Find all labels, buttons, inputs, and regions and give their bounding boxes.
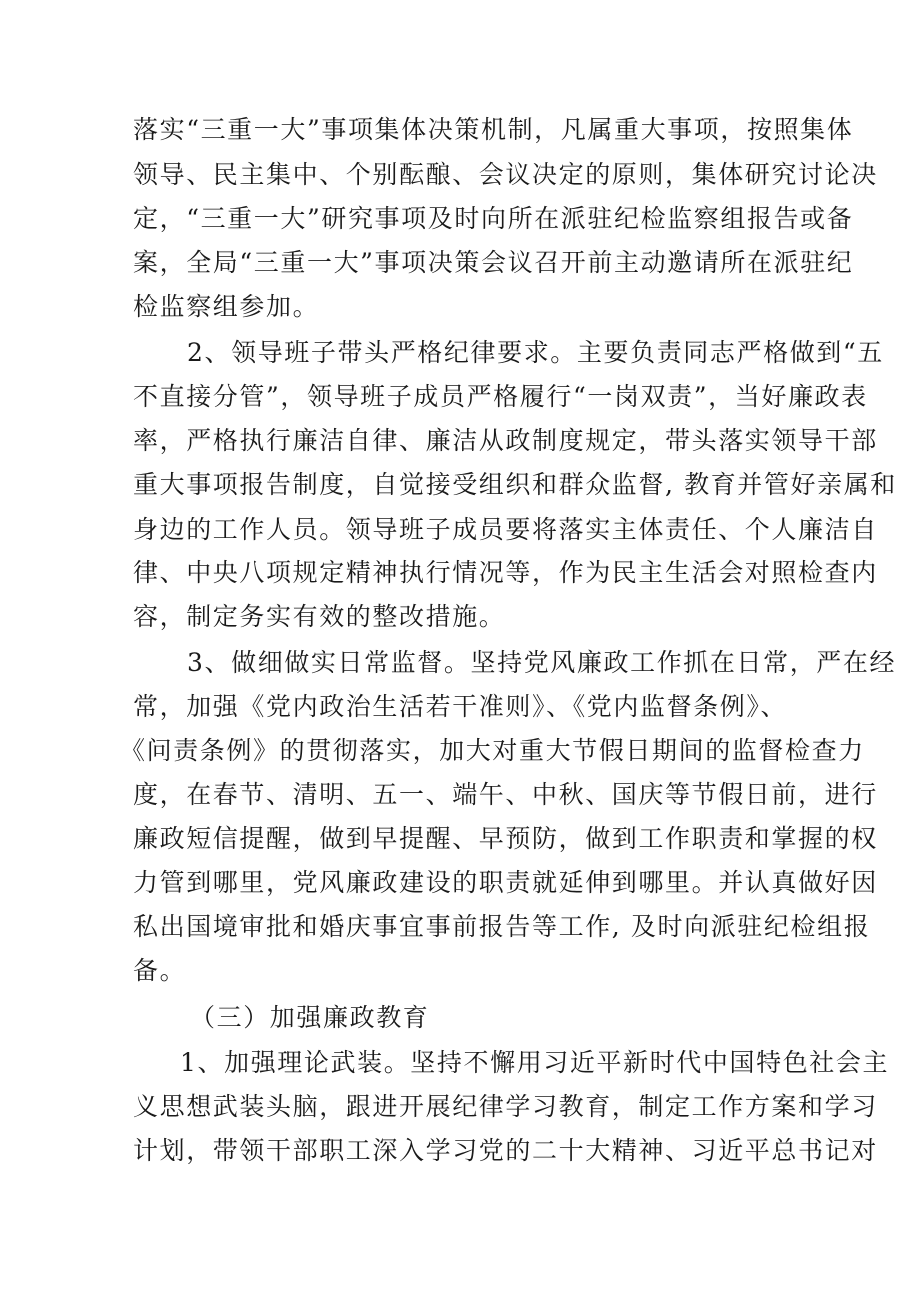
text-line-9: 重大事项报告制度，自觉接受组织和群众监督, 教育并管好亲属和	[133, 470, 897, 499]
text-line-1: 落实“三重一大”事项集体决策机制，凡属重大事项，按照集体	[133, 115, 854, 144]
text-line-4: 案，全局“三重一大”事项决策会议召开前主动邀请所在派驻纪	[133, 248, 854, 277]
text-line-7: 不直接分管”，领导班子成员严格履行“一岗双责”，当好廉政表	[133, 382, 868, 411]
section-heading: （三）加强廉政教育	[190, 1003, 430, 1032]
text-line-5: 检监察组参加。	[133, 292, 320, 321]
text-line-2: 领导、民主集中、个别酝酿、会议决定的原则，集体研究讨论决	[133, 160, 878, 189]
text-line-23: 义思想武装头脑，跟进开展纪律学习教育，制定工作方案和学习	[133, 1092, 878, 1121]
text-line-14: 常，加强《党内政治生活若干准则》、《党内监督条例》、	[133, 692, 788, 721]
text-line-12: 容，制定务实有效的整改措施。	[133, 602, 506, 631]
text-line-20: 备。	[133, 956, 187, 985]
text-line-8: 率，严格执行廉洁自律、廉洁从政制度规定，带头落实领导干部	[133, 426, 878, 455]
text-line-17: 廉政短信提醒，做到早提醒、早预防，做到工作职责和掌握的权	[133, 824, 878, 853]
text-line-18: 力管到哪里，党风廉政建设的职责就延伸到哪里。并认真做好因	[133, 868, 878, 897]
text-line-6: 2、领导班子带头严格纪律要求。主要负责同志严格做到“五	[187, 338, 884, 367]
text-line-24: 计划，带领干部职工深入学习党的二十大精神、习近平总书记对	[133, 1136, 878, 1165]
text-line-13: 3、做细做实日常监督。坚持党风廉政工作抓在日常，严在经	[187, 648, 897, 677]
text-line-19: 私出国境审批和婚庆事宜事前报告等工作, 及时向派驻纪检组报	[133, 912, 871, 941]
text-line-11: 律、中央八项规定精神执行情况等，作为民主生活会对照检查内	[133, 558, 878, 587]
text-line-16: 度，在春节、清明、五一、端午、中秋、国庆等节假日前，进行	[133, 780, 878, 809]
text-line-3: 定，“三重一大”研究事项及时向所在派驻纪检监察组报告或备	[133, 204, 854, 233]
text-line-15: 《问责条例》的贯彻落实，加大对重大节假日期间的监督检查力	[120, 736, 865, 765]
text-line-10: 身边的工作人员。领导班子成员要将落实主体责任、个人廉洁自	[133, 515, 878, 544]
text-line-22: 1、加强理论武装。坚持不懈用习近平新时代中国特色社会主	[180, 1048, 890, 1077]
